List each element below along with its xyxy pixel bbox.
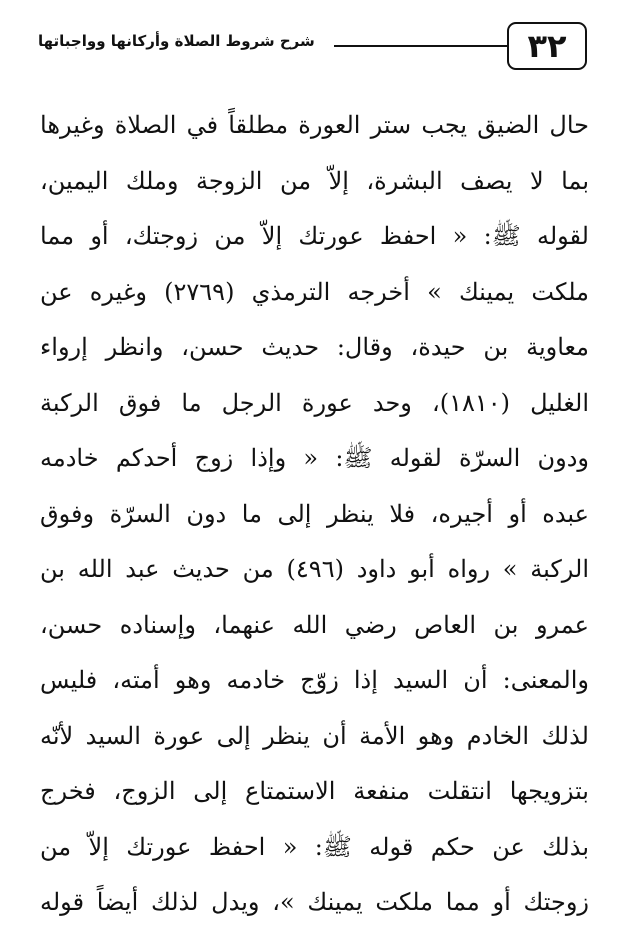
running-title: شرح شروط الصلاة وأركانها وواجباتها xyxy=(38,32,315,50)
text-line: عمرو بن العاص رضي الله عنهما، وإسناده حسن، xyxy=(40,610,589,639)
text-line: الغليل (١٨١٠)، وحد عورة الرجل ما فوق الركبة xyxy=(40,388,589,417)
text-line: لذلك الخادم وهو الأمة أن ينظر إلى عورة السيد لأنّه xyxy=(40,721,589,750)
text-line: عبده أو أجيره، فلا ينظر إلى ما دون السرّة وفوق xyxy=(40,499,589,528)
body-text xyxy=(40,98,589,931)
text-line: بما لا يصف البشرة، إلاّ من الزوجة وملك اليمين، xyxy=(40,166,589,195)
text-line: والمعنى: أن السيد إذا زوّج خادمه وهو أمته، فليس xyxy=(40,666,589,694)
text-line: حال الضيق يجب ستر العورة مطلقاً في الصلاة وغيرها xyxy=(40,111,589,139)
text-line: بتزويجها انتقلت منفعة الاستمتاع إلى الزوج، فخرج xyxy=(40,777,589,805)
text-line: لقوله ﷺ: « احفظ عورتك إلاّ من زوجتك، أو مما xyxy=(40,222,589,250)
text-line: ملكت يمينك » أخرجه الترمذي (٢٧٦٩) وغيره عن xyxy=(40,277,589,306)
text-line: معاوية بن حيدة، وقال: حديث حسن، وانظر إرواء xyxy=(40,333,589,361)
text-line: ودون السرّة لقوله ﷺ: « وإذا زوج أحدكم خادمه xyxy=(40,444,589,472)
header-rule xyxy=(334,45,507,47)
text-line: زوجتك أو مما ملكت يمينك »، ويدل لذلك أيضاً قوله xyxy=(40,888,589,916)
page-header xyxy=(38,22,587,74)
text-line: بذلك عن حكم قوله ﷺ: « احفظ عورتك إلاّ من xyxy=(40,832,589,861)
page-number: ٣٢ xyxy=(507,22,587,70)
text-line: الركبة » رواه أبو داود (٤٩٦) من حديث عبد الله بن xyxy=(40,555,589,583)
